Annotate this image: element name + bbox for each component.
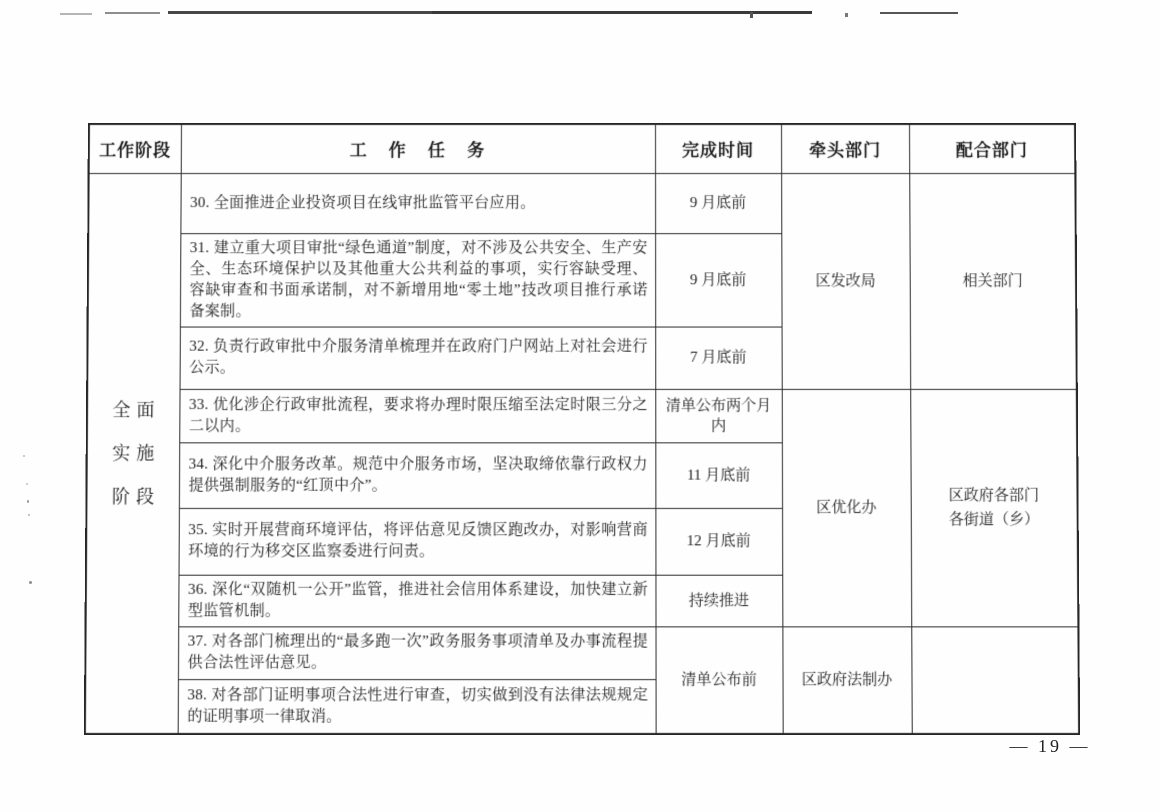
coop-dept-cell-empty (911, 626, 1079, 734)
coop-dept-cell-gov (910, 389, 1078, 626)
lead-dept-cell-youhua: 区优化办 (782, 389, 912, 626)
task-cell-35: 35. 实时开展营商环境评估，将评估意见反馈区跑改办，对影响营商环境的行为移交区监察委进行问责。 (179, 508, 656, 575)
task-cell-37: 37. 对各部门梳理出的“最多跑一次”政务服务事项清单及办事流程提供合法性评估意见。 (178, 626, 656, 679)
time-cell-30: 9 月底前 (655, 173, 781, 233)
lead-dept-cell-fazhi: 区政府法制办 (782, 626, 911, 734)
table-row (85, 626, 1079, 679)
task-cell-30: 30. 全面推进企业投资项目在线审批监管平台应用。 (180, 173, 655, 233)
table-row (88, 173, 1075, 233)
col-header-lead: 牵头部门 (781, 124, 909, 173)
task-cell-38: 38. 对各部门证明事项合法性进行审查，切实做到没有法律法规规定的证明事项一律取消。 (178, 679, 656, 734)
task-cell-31: 31. 建立重大项目审批“绿色通道”制度，对不涉及公共安全、生产安全、生态环境保护以及其他重大公共利益的事项，实行容缺受理、容缺审查和书面承诺制，对不新增用地“零土地”技改项目推行承诺备案制。 (180, 233, 655, 326)
col-header-time: 完成时间 (655, 124, 781, 173)
stage-line: 全面 (112, 399, 161, 420)
coop-dept-cell-related: 相关部门 (909, 173, 1077, 389)
time-cell-34: 11 月底前 (655, 442, 782, 508)
time-cell-36: 持续推进 (655, 575, 782, 627)
task-cell-32: 32. 负责行政审批中介服务清单梳理并在政府门户网站上对社会进行公示。 (180, 327, 656, 389)
time-cell-31: 9 月底前 (655, 233, 781, 326)
page-number: — 19 — (1009, 736, 1091, 756)
task-cell-33: 33. 优化涉企行政审批流程，要求将办理时限压缩至法定时限三分之二以内。 (179, 389, 655, 442)
time-cell-37-38: 清单公布前 (656, 626, 783, 734)
table-row (87, 389, 1077, 442)
time-cell-33: 清单公布两个月内 (655, 389, 782, 442)
stage-line: 实施 (112, 443, 161, 464)
time-cell-35: 12 月底前 (655, 508, 782, 575)
stage-cell (85, 173, 181, 734)
work-plan-table (84, 123, 1080, 735)
col-header-task: 工 作 任 务 (181, 124, 655, 173)
lead-dept-cell-fagai: 区发改局 (781, 173, 910, 389)
stage-line: 阶段 (111, 486, 161, 507)
coop-dept-line: 各街道（乡） (948, 511, 1040, 528)
col-header-stage: 工作阶段 (89, 124, 181, 173)
task-cell-36: 36. 深化“双随机一公开”监管，推进社会信用体系建设，加快建立新型监管机制。 (178, 575, 655, 627)
col-header-coop: 配合部门 (909, 124, 1075, 173)
time-cell-32: 7 月底前 (655, 327, 782, 389)
coop-dept-line: 区政府各部门 (948, 487, 1040, 504)
task-cell-34: 34. 深化中介服务改革。规范中介服务市场，坚决取缔依靠行政权力提供强制服务的“红顶中介”。 (179, 442, 656, 508)
